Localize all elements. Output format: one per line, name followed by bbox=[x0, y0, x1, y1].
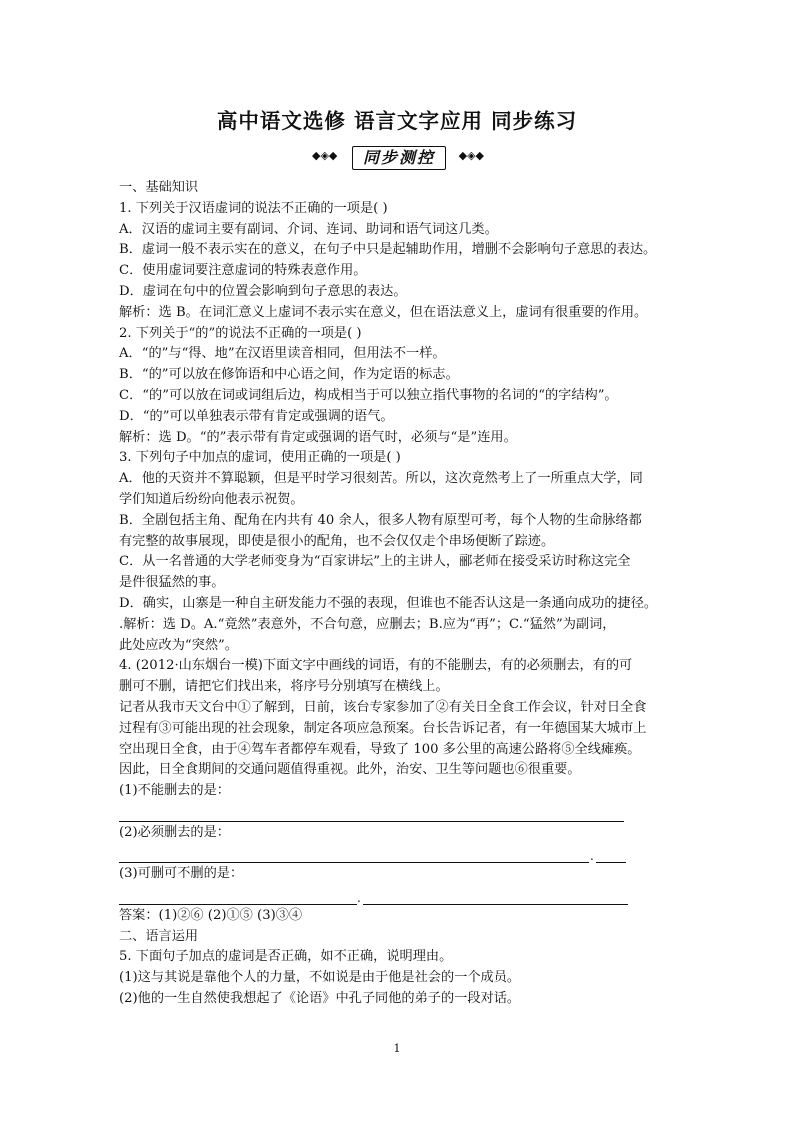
blank-separator-dot: . bbox=[357, 891, 361, 905]
analysis-line: 解析：选 D。“的”表示带有肯定或强调的语气时，必须与“是”连用。 bbox=[119, 429, 517, 445]
exercise-body bbox=[119, 178, 679, 1010]
answer-blank-3b[interactable] bbox=[363, 903, 628, 905]
passage-line: 过程有③可能出现的社会现象，制定各项应急预案。台长告诉记者，有一年德国某大城市上 bbox=[119, 720, 647, 736]
passage-line: 空出现日全食，由于④驾车者都停车观看，导致了 100 多公里的高速公路将⑤全线瘫痪。 bbox=[119, 741, 641, 757]
question-stem: 2. 下列关于“的”的说法不正确的一项是( ) bbox=[119, 325, 362, 341]
answer-prompt: (2)必须删去的是： bbox=[119, 824, 230, 840]
option-line: A．他的天资并不算聪颖，但是平时学习很刻苦。所以，这次竟然考上了一所重点大学，同 bbox=[119, 471, 643, 487]
option-line: A．汉语的虚词主要有副词、介词、连词、助词和语气词这几类。 bbox=[119, 221, 498, 237]
section-heading: 二、语言运用 bbox=[119, 928, 199, 944]
question-stem: 4. (2012·山东烟台一模)下面文字中画线的词语，有的不能删去，有的必须删去，有的可 bbox=[119, 658, 633, 674]
option-line: C．从一名普通的大学老师变身为“百家讲坛”上的主讲人，郦老师在接受采访时称这完全 bbox=[119, 554, 631, 570]
option-line: A．“的”与“得、地”在汉语里读音相同，但用法不一样。 bbox=[119, 346, 446, 362]
page-title: 高中语文选修 语言文字应用 同步练习 bbox=[216, 109, 578, 133]
section-banner bbox=[312, 146, 484, 170]
answer-prompt: (3)可删可不删的是： bbox=[119, 866, 244, 882]
option-line: C．“的”可以放在词或词组后边，构成相当于可以独立指代事物的名词的“的字结构”。 bbox=[119, 387, 618, 403]
option-line: 学们知道后纷纷向他表示祝贺。 bbox=[119, 491, 304, 507]
answer-line: 答案：(1)②⑥ (2)①⑤ (3)③④ bbox=[119, 907, 303, 923]
banner-right-ornament-icon: ◆◈◆ bbox=[458, 149, 484, 162]
page-number: 1 bbox=[393, 1042, 401, 1055]
question-stem: 1. 下列关于汉语虚词的说法不正确的一项是( ) bbox=[119, 200, 388, 216]
banner-left-ornament-icon: ◆◈◆ bbox=[312, 149, 338, 162]
section-heading: 一、基础知识 bbox=[119, 180, 199, 195]
option-line: D．虚词在句中的位置会影响到句子意思的表达。 bbox=[119, 283, 407, 299]
question-stem: 5. 下面句子加点的虚词是否正确，如不正确，说明理由。 bbox=[119, 949, 453, 965]
sentence-line: (1)这与其说是靠他个人的力量，不如说是由于他是社会的一个成员。 bbox=[119, 970, 521, 986]
option-line: B．“的”可以放在修饰语和中心语之间，作为定语的标志。 bbox=[119, 367, 459, 383]
blank-separator-dot: . bbox=[590, 849, 594, 863]
answer-prompt: (1)不能删去的是： bbox=[119, 783, 230, 799]
question-stem: 删可不删，请把它们找出来，将序号分别填写在横线上。 bbox=[119, 679, 449, 695]
option-line: B．全剧包括主角、配角在内共有 40 余人，很多人物有原型可考，每个人物的生命脉络都 bbox=[119, 512, 642, 528]
option-line: B．虚词一般不表示实在的意义，在句子中只是起辅助作用，增删不会影响句子意思的表达。 bbox=[119, 242, 657, 258]
option-line: D．确实，山寨是一种自主研发能力不强的表现，但谁也不能否认这是一条通向成功的捷径。 bbox=[119, 595, 658, 611]
option-line: 是件很猛然的事。 bbox=[119, 575, 225, 591]
sentence-line: (2)他的一生自然使我想起了《论语》中孔子同他的弟子的一段对话。 bbox=[119, 991, 521, 1007]
option-line: D．“的”可以单独表示带有肯定或强调的语气。 bbox=[119, 408, 394, 424]
option-line: C．使用虚词要注意虚词的特殊表意作用。 bbox=[119, 263, 367, 279]
answer-blank-3[interactable] bbox=[119, 903, 357, 905]
banner-label: 同步测控 bbox=[352, 146, 446, 170]
answer-blank-2b[interactable] bbox=[596, 861, 626, 863]
question-stem: 3. 下列句子中加点的虚词，使用正确的一项是( ) bbox=[119, 450, 401, 466]
analysis-line: 解析：选 B。在词汇意义上虚词不表示实在意义，但在语法意义上，虚词有很重要的作用。 bbox=[119, 304, 648, 320]
answer-blank-1[interactable] bbox=[119, 820, 624, 822]
option-line: 有完整的故事展现，即使是很小的配角，也不会仅仅走个串场便断了踪迹。 bbox=[119, 533, 555, 549]
analysis-line: 此处应改为“突然”。 bbox=[119, 637, 238, 653]
analysis-line: .解析：选 D。A.“竟然”表意外，不合句意，应删去；B.应为“再”；C.“猛然”为副词， bbox=[119, 616, 616, 632]
passage-line: 记者从我市天文台中①了解到，日前，该台专家参加了②有关日全食工作会议，针对日全食 bbox=[119, 699, 647, 715]
passage-line: 因此，日全食期间的交通问题值得重视。此外，治安、卫生等问题也⑥很重要。 bbox=[119, 762, 581, 778]
answer-blank-2[interactable] bbox=[119, 861, 589, 863]
